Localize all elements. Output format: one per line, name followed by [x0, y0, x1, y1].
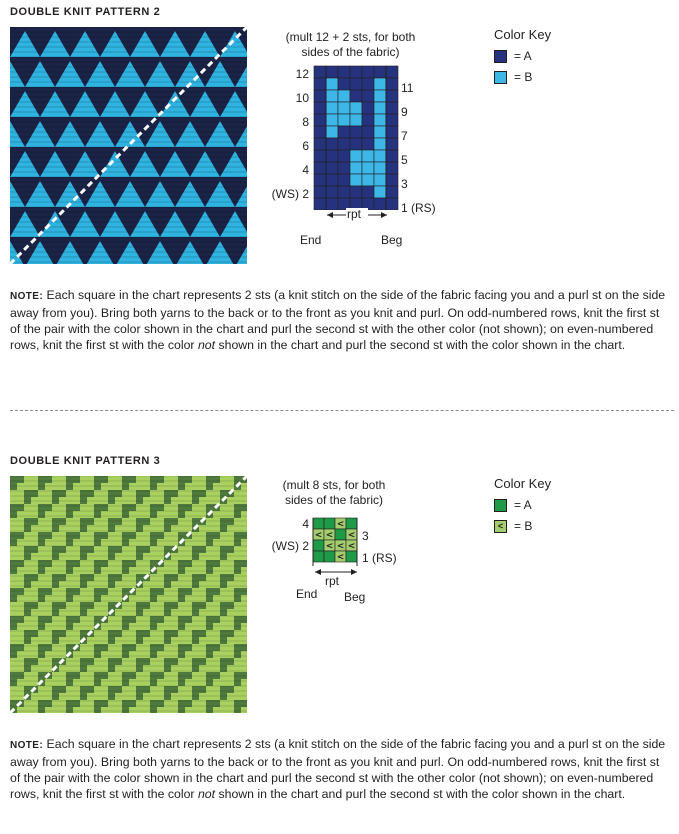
row-label-right: 11	[401, 81, 414, 95]
pattern3-mult-line2: sides of the fabric)	[284, 493, 384, 507]
chart-cell	[338, 186, 350, 198]
chart-cell	[374, 114, 386, 126]
chart-cell-symbol: <	[314, 530, 323, 541]
chart-cell	[350, 150, 362, 162]
chart-cell	[350, 138, 362, 150]
chart-cell	[374, 138, 386, 150]
chart-cell	[362, 162, 374, 174]
chart-cell	[350, 174, 362, 186]
color-key-b-label: = B	[514, 70, 533, 84]
chart-cell	[326, 102, 338, 114]
chart-cell	[386, 90, 398, 102]
row-label-right: 5	[401, 153, 408, 167]
chart-cell	[326, 78, 338, 90]
chart-cell-symbol: <	[336, 552, 345, 563]
chart-cell	[374, 78, 386, 90]
color-swatch-b: <	[494, 520, 507, 533]
chart-cell	[326, 66, 338, 78]
chart-cell	[314, 102, 326, 114]
note-text-2: shown in the chart and purl the second st with the color shown in the chart.	[215, 787, 626, 801]
color-key-a-label: = A	[514, 49, 532, 63]
pattern2-mult-line2: sides of the fabric)	[301, 45, 400, 59]
chart-cell	[338, 114, 350, 126]
note-emphasis: not	[197, 338, 216, 352]
chart-cell	[386, 78, 398, 90]
chart-cell	[338, 78, 350, 90]
chart-cell	[362, 150, 374, 162]
chart-cell	[338, 150, 350, 162]
note-lead: NOTE:	[10, 740, 44, 751]
row-label-left: 12	[295, 67, 309, 81]
row-label-left: 6	[302, 139, 309, 153]
chart-cell	[313, 551, 324, 562]
chart-cell	[314, 126, 326, 138]
chart-cell	[362, 186, 374, 198]
chart-cell	[338, 102, 350, 114]
pattern3-multiple-note	[266, 478, 402, 508]
chart-cell	[314, 66, 326, 78]
chart-cell-symbol: <	[336, 541, 345, 552]
chart-cell	[386, 66, 398, 78]
chart-cell	[326, 138, 338, 150]
chart-cell-symbol: <	[325, 530, 334, 541]
note-text-1: Each square in the chart represents 2 sts (a knit stitch on the side of the fabric facing you and a purl st on the side away from you). Bring both yarns to the back or to the front as you knit and purl. On odd-numbered rows, knit the first st of the pair with the color shown in the chart and purl the second st with the other color (not shown); on even-numbered rows, knit the first st with the color	[10, 737, 666, 801]
pattern2-beg-label: Beg	[381, 233, 403, 247]
chart-cell	[314, 90, 326, 102]
chart-cell	[326, 150, 338, 162]
chart-cell	[350, 186, 362, 198]
chart-cell	[326, 126, 338, 138]
note-lead: NOTE:	[10, 291, 44, 302]
pattern2-rpt-label: rpt	[347, 207, 362, 221]
pattern3-rpt-label: rpt	[325, 574, 340, 588]
color-swatch-a	[494, 499, 507, 512]
chart-cell	[374, 150, 386, 162]
chart-cell	[350, 114, 362, 126]
pattern3-note	[10, 736, 672, 802]
chart-cell	[314, 114, 326, 126]
pattern2-chart	[313, 65, 399, 215]
chart-cell-symbol: <	[325, 541, 334, 552]
pattern3-color-key	[494, 476, 551, 535]
chart-cell	[313, 540, 324, 551]
chart-cell	[324, 551, 335, 562]
color-key-a	[494, 47, 551, 65]
note-text-2: shown in the chart and purl the second st with the color shown in the chart.	[215, 338, 626, 352]
chart-cell	[362, 126, 374, 138]
chart-cell	[350, 90, 362, 102]
chart-cell	[314, 138, 326, 150]
row-label-left: (WS) 2	[271, 539, 309, 553]
pattern3-title: DOUBLE KNIT PATTERN 3	[10, 455, 161, 467]
chart-cell	[374, 102, 386, 114]
chart-cell	[338, 138, 350, 150]
row-label-left: 4	[302, 517, 309, 531]
pattern2-swatch-photo	[10, 27, 247, 264]
chart-cell	[362, 78, 374, 90]
row-label-right: 7	[401, 129, 408, 143]
pattern3-repeat-marker	[313, 566, 359, 586]
chart-cell	[374, 186, 386, 198]
pattern3-end-label: End	[296, 587, 318, 601]
chart-cell	[374, 66, 386, 78]
color-key-title: Color Key	[494, 27, 552, 42]
chart-cell	[386, 114, 398, 126]
chart-cell	[374, 126, 386, 138]
chart-cell	[313, 518, 324, 529]
pattern2-color-key	[494, 27, 551, 86]
chart-cell	[326, 114, 338, 126]
chart-cell	[314, 78, 326, 90]
chart-cell	[362, 66, 374, 78]
color-key-a-label: = A	[514, 498, 532, 512]
color-key-b	[494, 517, 551, 535]
pattern3-chart	[311, 516, 361, 571]
chart-cell	[314, 150, 326, 162]
color-swatch-b	[494, 71, 507, 84]
row-label-left: (WS) 2	[271, 187, 309, 201]
chart-cell	[326, 186, 338, 198]
chart-cell	[350, 126, 362, 138]
chart-cell-symbol: <	[336, 519, 345, 530]
pattern2-mult-line1: (mult 12 + 2 sts, for both	[285, 30, 416, 44]
chart-cell	[346, 551, 357, 562]
row-label-right: 1 (RS)	[401, 201, 436, 215]
chart-cell	[362, 114, 374, 126]
color-key-b	[494, 68, 551, 86]
chart-cell	[326, 90, 338, 102]
chart-cell	[326, 162, 338, 174]
pattern2-end-label: End	[300, 233, 322, 247]
chart-cell	[346, 518, 357, 529]
chart-cell	[326, 174, 338, 186]
chart-cell	[338, 90, 350, 102]
chart-cell-symbol: <	[347, 541, 356, 552]
pattern3-beg-label: Beg	[344, 590, 366, 604]
chart-cell	[362, 138, 374, 150]
pattern2-repeat-marker	[325, 206, 389, 222]
chart-cell	[386, 126, 398, 138]
chart-cell	[338, 174, 350, 186]
chart-cell	[374, 174, 386, 186]
row-label-right: 3	[401, 177, 408, 191]
row-label-right: 3	[362, 529, 369, 543]
chart-cell	[338, 66, 350, 78]
chart-cell	[314, 162, 326, 174]
chart-cell	[374, 90, 386, 102]
chart-cell	[350, 66, 362, 78]
chart-cell	[362, 174, 374, 186]
color-swatch-a	[494, 50, 507, 63]
chart-cell	[362, 90, 374, 102]
color-key-title: Color Key	[494, 476, 552, 491]
chart-cell	[335, 529, 346, 540]
chart-cell	[374, 162, 386, 174]
chart-cell	[314, 186, 326, 198]
chart-cell	[386, 174, 398, 186]
pattern2-multiple-note	[278, 30, 423, 60]
chart-cell	[362, 102, 374, 114]
color-key-a	[494, 496, 551, 514]
chart-cell	[386, 102, 398, 114]
chart-cell	[314, 174, 326, 186]
row-label-right: 9	[401, 105, 408, 119]
section-divider	[10, 410, 674, 411]
chart-cell	[350, 102, 362, 114]
chart-cell	[350, 162, 362, 174]
row-label-left: 8	[302, 115, 309, 129]
chart-cell	[338, 162, 350, 174]
chart-cell	[338, 126, 350, 138]
color-key-b-label: = B	[514, 519, 533, 533]
chart-cell	[386, 186, 398, 198]
pattern3-swatch-photo	[10, 476, 247, 713]
note-emphasis: not	[197, 787, 216, 801]
pattern2-note	[10, 287, 672, 353]
row-label-left: 10	[295, 91, 309, 105]
pattern2-title: DOUBLE KNIT PATTERN 2	[10, 6, 161, 18]
chart-cell	[386, 150, 398, 162]
chart-cell	[350, 78, 362, 90]
note-text-1: Each square in the chart represents 2 sts (a knit stitch on the side of the fabric facing you and a purl st on the side away from you). Bring both yarns to the back or to the front as you knit and purl. On odd-numbered rows, knit the first st of the pair with the color shown in the chart and purl the second st with the other color (not shown); on even-numbered rows, knit the first st with the color	[10, 288, 666, 352]
chart-cell-symbol: <	[347, 530, 356, 541]
row-label-right: 1 (RS)	[362, 551, 397, 565]
pattern3-mult-line1: (mult 8 sts, for both	[282, 478, 386, 492]
row-label-left: 4	[302, 163, 309, 177]
chart-cell	[386, 138, 398, 150]
chart-cell	[324, 518, 335, 529]
chart-cell	[386, 162, 398, 174]
